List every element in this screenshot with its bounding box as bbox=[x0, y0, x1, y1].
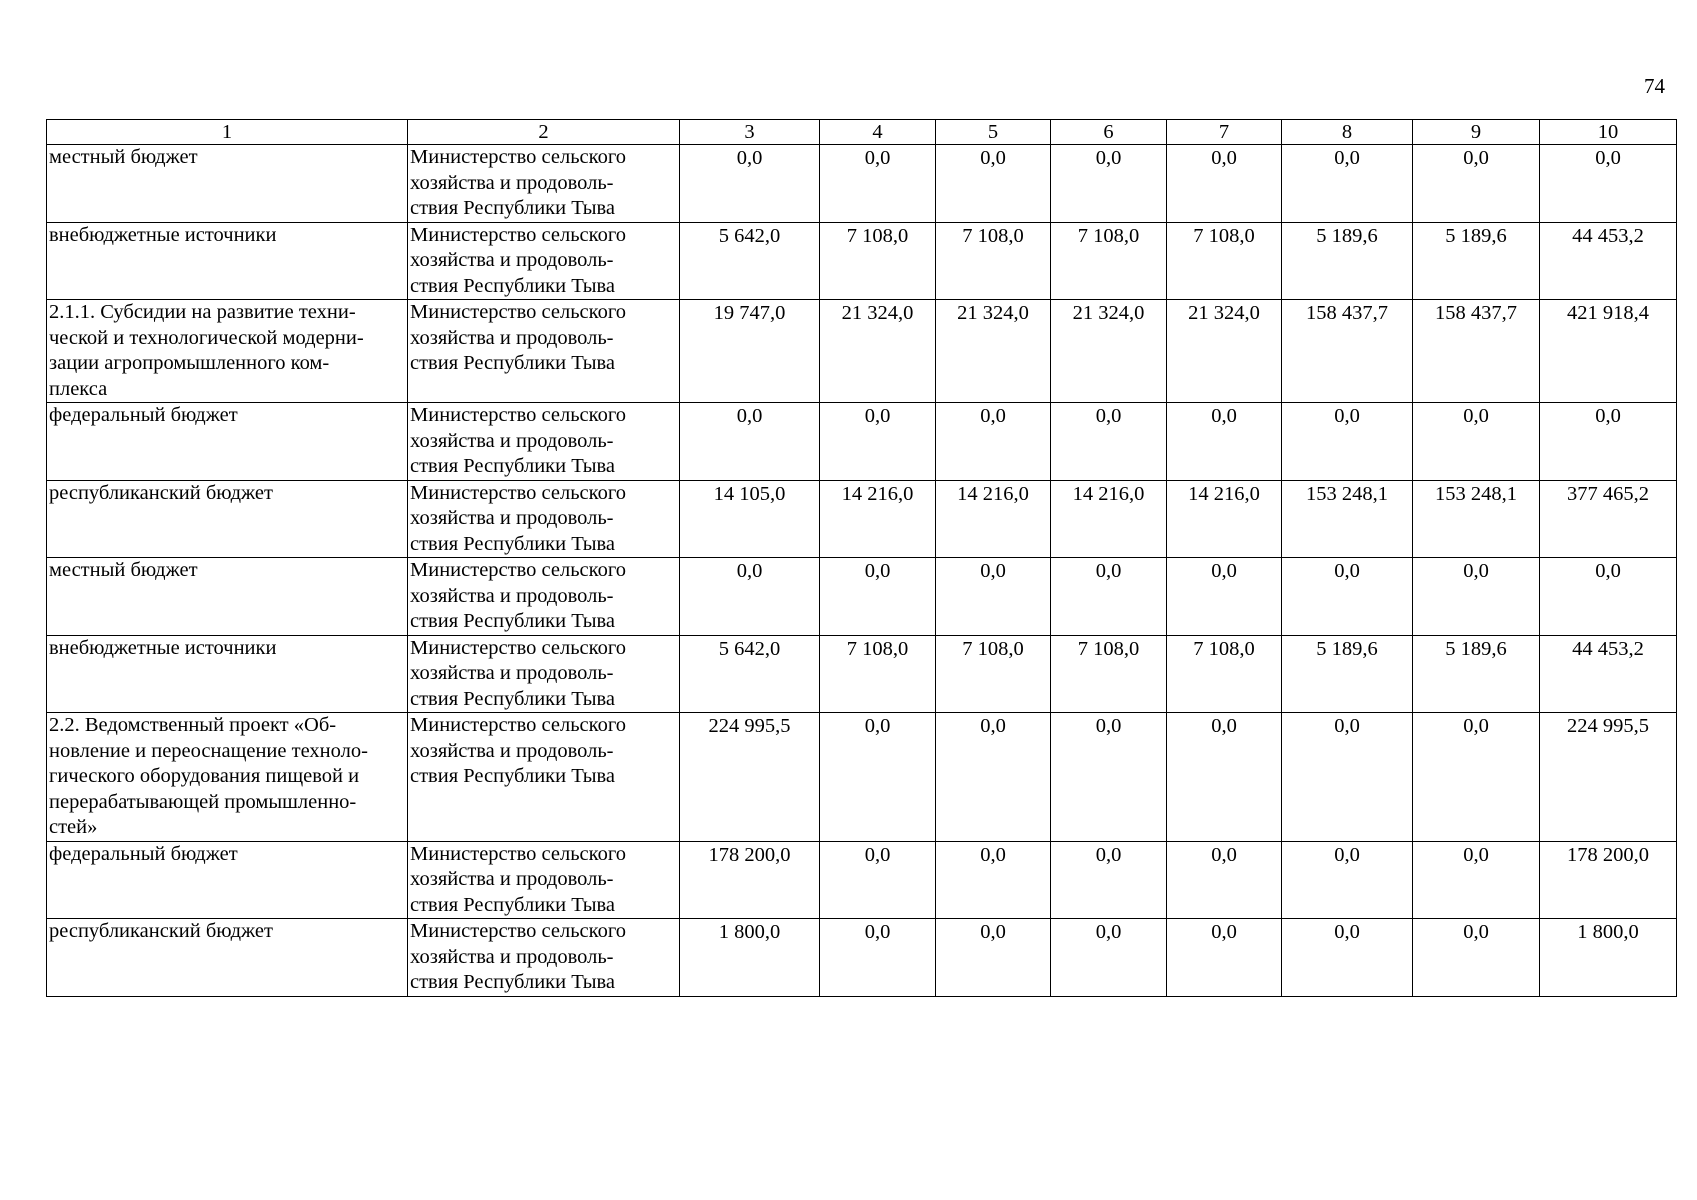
value-cell: 0,0 bbox=[1167, 558, 1282, 636]
row-name-cell bbox=[47, 919, 408, 997]
table-body bbox=[47, 145, 1677, 997]
value-cell: 0,0 bbox=[680, 558, 820, 636]
table-row bbox=[47, 635, 1677, 713]
value-cell: 0,0 bbox=[1167, 713, 1282, 842]
value-cell: 5 642,0 bbox=[680, 222, 820, 300]
table-row bbox=[47, 713, 1677, 842]
value-cell: 0,0 bbox=[936, 558, 1051, 636]
value-cell: 44 453,2 bbox=[1540, 222, 1677, 300]
value-cell: 0,0 bbox=[820, 841, 936, 919]
table-row bbox=[47, 480, 1677, 558]
responsible-org: Министерство сельского хозяйства и продоволь- ствия Республики Тыва bbox=[410, 146, 626, 219]
value-cell: 421 918,4 bbox=[1540, 300, 1677, 403]
value-cell: 5 189,6 bbox=[1282, 635, 1413, 713]
value-cell: 0,0 bbox=[1282, 919, 1413, 997]
table-row bbox=[47, 558, 1677, 636]
value-cell: 224 995,5 bbox=[1540, 713, 1677, 842]
responsible-org-cell bbox=[408, 300, 680, 403]
value-cell: 5 642,0 bbox=[680, 635, 820, 713]
table-row bbox=[47, 222, 1677, 300]
row-name: внебюджетные источники bbox=[49, 223, 277, 246]
row-name-cell bbox=[47, 713, 408, 842]
value-cell: 14 216,0 bbox=[1167, 480, 1282, 558]
value-cell: 0,0 bbox=[936, 713, 1051, 842]
column-header: 9 bbox=[1413, 120, 1540, 145]
row-name: 2.2. Ведомственный проект «Об- новление и переоснащение техноло- гического оборудования пищевой и перерабатывающей промышленно- стей» bbox=[49, 714, 368, 838]
value-cell: 1 800,0 bbox=[1540, 919, 1677, 997]
value-cell: 7 108,0 bbox=[936, 222, 1051, 300]
value-cell: 0,0 bbox=[1413, 403, 1540, 481]
value-cell: 0,0 bbox=[1282, 403, 1413, 481]
responsible-org-cell bbox=[408, 919, 680, 997]
value-cell: 1 800,0 bbox=[680, 919, 820, 997]
value-cell: 0,0 bbox=[1413, 558, 1540, 636]
value-cell: 0,0 bbox=[1167, 403, 1282, 481]
row-name: местный бюджет bbox=[49, 146, 198, 168]
value-cell: 14 216,0 bbox=[1051, 480, 1167, 558]
value-cell: 0,0 bbox=[1540, 558, 1677, 636]
value-cell: 158 437,7 bbox=[1413, 300, 1540, 403]
responsible-org-cell bbox=[408, 403, 680, 481]
row-name: 2.1.1. Субсидии на развитие техни- ческой и технологической модерни- зации агропромышленного ком- плекса bbox=[49, 301, 364, 400]
value-cell: 0,0 bbox=[1282, 713, 1413, 842]
value-cell: 0,0 bbox=[820, 558, 936, 636]
column-header: 1 bbox=[47, 120, 408, 145]
column-header: 5 bbox=[936, 120, 1051, 145]
value-cell: 0,0 bbox=[1540, 145, 1677, 223]
value-cell: 0,0 bbox=[1282, 558, 1413, 636]
responsible-org: Министерство сельского хозяйства и продоволь- ствия Республики Тыва bbox=[410, 636, 626, 710]
row-name: местный бюджет bbox=[49, 559, 198, 581]
value-cell: 7 108,0 bbox=[1051, 222, 1167, 300]
value-cell: 19 747,0 bbox=[680, 300, 820, 403]
value-cell: 178 200,0 bbox=[1540, 841, 1677, 919]
value-cell: 0,0 bbox=[1051, 558, 1167, 636]
value-cell: 0,0 bbox=[680, 145, 820, 223]
value-cell: 7 108,0 bbox=[1167, 222, 1282, 300]
value-cell: 0,0 bbox=[820, 919, 936, 997]
value-cell: 21 324,0 bbox=[1051, 300, 1167, 403]
budget-table bbox=[46, 119, 1677, 997]
column-header: 10 bbox=[1540, 120, 1677, 145]
value-cell: 0,0 bbox=[680, 403, 820, 481]
column-header: 7 bbox=[1167, 120, 1282, 145]
responsible-org: Министерство сельского хозяйства и продоволь- ствия Республики Тыва bbox=[410, 559, 626, 632]
value-cell: 153 248,1 bbox=[1413, 480, 1540, 558]
value-cell: 0,0 bbox=[936, 919, 1051, 997]
row-name-cell bbox=[47, 403, 408, 481]
value-cell: 0,0 bbox=[1413, 713, 1540, 842]
column-header: 4 bbox=[820, 120, 936, 145]
column-header: 6 bbox=[1051, 120, 1167, 145]
value-cell: 0,0 bbox=[1282, 841, 1413, 919]
table-row bbox=[47, 919, 1677, 997]
row-name-cell bbox=[47, 558, 408, 636]
value-cell: 0,0 bbox=[1051, 919, 1167, 997]
value-cell: 44 453,2 bbox=[1540, 635, 1677, 713]
value-cell: 224 995,5 bbox=[680, 713, 820, 842]
responsible-org: Министерство сельского хозяйства и продоволь- ствия Республики Тыва bbox=[410, 404, 626, 477]
value-cell: 14 105,0 bbox=[680, 480, 820, 558]
responsible-org-cell bbox=[408, 145, 680, 223]
value-cell: 0,0 bbox=[936, 145, 1051, 223]
value-cell: 5 189,6 bbox=[1413, 222, 1540, 300]
row-name-cell bbox=[47, 222, 408, 300]
row-name: федеральный бюджет bbox=[49, 404, 238, 426]
value-cell: 7 108,0 bbox=[1167, 635, 1282, 713]
value-cell: 0,0 bbox=[820, 403, 936, 481]
row-name: республиканский бюджет bbox=[49, 481, 273, 504]
value-cell: 0,0 bbox=[1413, 841, 1540, 919]
table-row bbox=[47, 145, 1677, 223]
responsible-org-cell bbox=[408, 222, 680, 300]
value-cell: 0,0 bbox=[1413, 145, 1540, 223]
table-row bbox=[47, 841, 1677, 919]
value-cell: 0,0 bbox=[1540, 403, 1677, 481]
value-cell: 0,0 bbox=[1051, 403, 1167, 481]
value-cell: 0,0 bbox=[1167, 919, 1282, 997]
column-header: 8 bbox=[1282, 120, 1413, 145]
value-cell: 153 248,1 bbox=[1282, 480, 1413, 558]
responsible-org: Министерство сельского хозяйства и продоволь- ствия Республики Тыва bbox=[410, 301, 626, 374]
responsible-org-cell bbox=[408, 635, 680, 713]
responsible-org-cell bbox=[408, 558, 680, 636]
value-cell: 0,0 bbox=[936, 841, 1051, 919]
value-cell: 0,0 bbox=[1051, 841, 1167, 919]
value-cell: 158 437,7 bbox=[1282, 300, 1413, 403]
value-cell: 5 189,6 bbox=[1413, 635, 1540, 713]
row-name-cell bbox=[47, 480, 408, 558]
value-cell: 21 324,0 bbox=[1167, 300, 1282, 403]
responsible-org: Министерство сельского хозяйства и продоволь- ствия Республики Тыва bbox=[410, 481, 626, 555]
value-cell: 0,0 bbox=[1167, 841, 1282, 919]
value-cell: 0,0 bbox=[1051, 145, 1167, 223]
responsible-org-cell bbox=[408, 713, 680, 842]
responsible-org-cell bbox=[408, 841, 680, 919]
responsible-org: Министерство сельского хозяйства и продоволь- ствия Республики Тыва bbox=[410, 223, 626, 297]
value-cell: 21 324,0 bbox=[820, 300, 936, 403]
row-name: республиканский бюджет bbox=[49, 920, 273, 942]
value-cell: 377 465,2 bbox=[1540, 480, 1677, 558]
value-cell: 14 216,0 bbox=[936, 480, 1051, 558]
value-cell: 21 324,0 bbox=[936, 300, 1051, 403]
value-cell: 7 108,0 bbox=[820, 635, 936, 713]
responsible-org: Министерство сельского хозяйства и продоволь- ствия Республики Тыва bbox=[410, 714, 626, 787]
row-name: внебюджетные источники bbox=[49, 636, 277, 659]
value-cell: 7 108,0 bbox=[1051, 635, 1167, 713]
row-name-cell bbox=[47, 145, 408, 223]
value-cell: 0,0 bbox=[820, 145, 936, 223]
value-cell: 0,0 bbox=[1167, 145, 1282, 223]
table-row bbox=[47, 300, 1677, 403]
value-cell: 0,0 bbox=[820, 713, 936, 842]
column-header: 3 bbox=[680, 120, 820, 145]
row-name-cell bbox=[47, 635, 408, 713]
responsible-org: Министерство сельского хозяйства и продоволь- ствия Республики Тыва bbox=[410, 920, 626, 993]
value-cell: 5 189,6 bbox=[1282, 222, 1413, 300]
responsible-org: Министерство сельского хозяйства и продоволь- ствия Республики Тыва bbox=[410, 842, 626, 916]
column-header: 2 bbox=[408, 120, 680, 145]
row-name-cell bbox=[47, 300, 408, 403]
table-row bbox=[47, 403, 1677, 481]
value-cell: 178 200,0 bbox=[680, 841, 820, 919]
value-cell: 7 108,0 bbox=[820, 222, 936, 300]
row-name: федеральный бюджет bbox=[49, 842, 238, 865]
row-name-cell bbox=[47, 841, 408, 919]
value-cell: 0,0 bbox=[936, 403, 1051, 481]
page-number: 74 bbox=[1644, 74, 1665, 98]
value-cell: 14 216,0 bbox=[820, 480, 936, 558]
responsible-org-cell bbox=[408, 480, 680, 558]
value-cell: 0,0 bbox=[1051, 713, 1167, 842]
value-cell: 0,0 bbox=[1282, 145, 1413, 223]
value-cell: 0,0 bbox=[1413, 919, 1540, 997]
header-row bbox=[47, 120, 1677, 145]
value-cell: 7 108,0 bbox=[936, 635, 1051, 713]
